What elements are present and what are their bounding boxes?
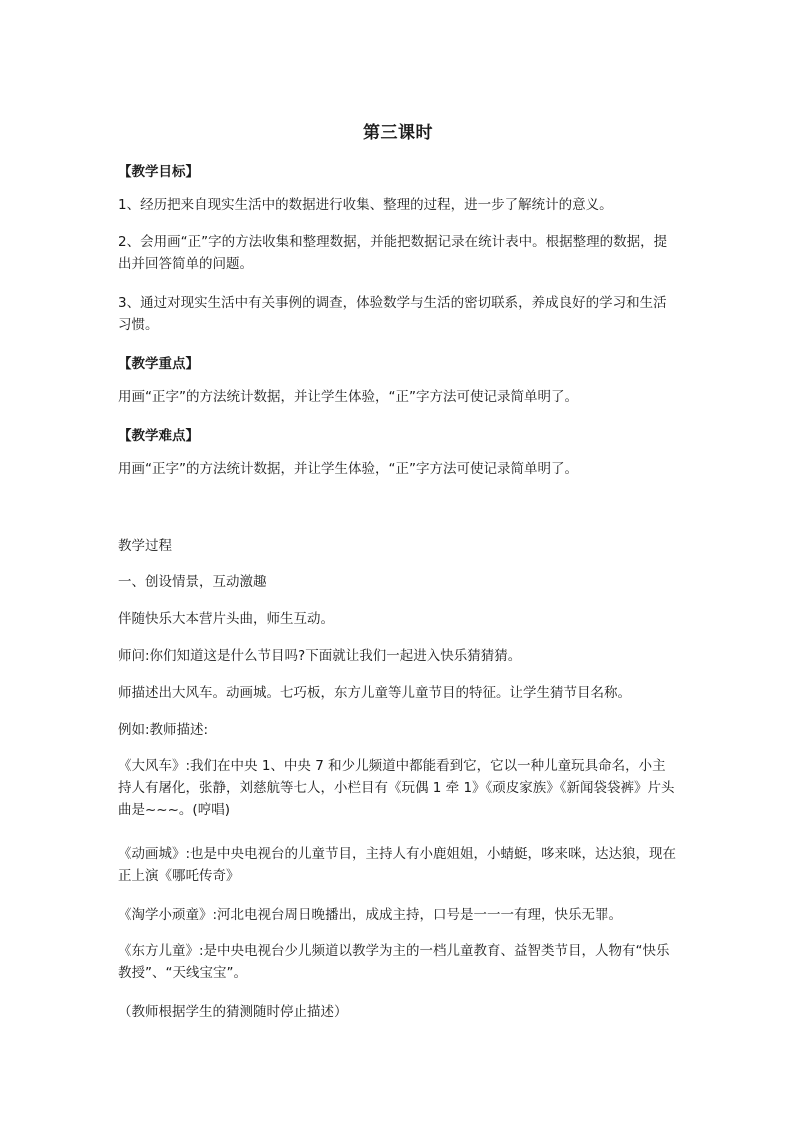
key-points-heading: 【教学重点】 — [118, 356, 199, 372]
step1-heading: 一、创设情景，互动激趣 — [118, 574, 267, 590]
process-paragraph-3: 师描述出大风车。动画城。七巧板，东方儿童等儿童节目的特征。让学生猜节目名称。 — [118, 685, 631, 701]
objective-item-2: 2、会用画“正”字的方法收集和整理数据，并能把数据记录在统计表中。根据整理的数据，提出并回答简单的问题。 — [118, 234, 668, 272]
difficulties-heading: 【教学难点】 — [118, 428, 199, 444]
process-paragraph-2: 师问:你们知道这是什么节目吗?下面就让我们一起进入快乐猜猜猜。 — [118, 648, 522, 664]
key-points-text: 用画“正字”的方法统计数据，并让学生体验，“正”字方法可使记录简单明了。 — [118, 389, 578, 405]
process-paragraph-1: 伴随快乐大本营片头曲，师生互动。 — [118, 611, 334, 627]
program-description-dongfang: 《东方儿童》:是中央电视台少儿频道以教学为主的一档儿童教育、益智类节目，人物有“快乐教授”、“天线宝宝”。 — [118, 943, 670, 981]
objectives-heading: 【教学目标】 — [118, 164, 199, 180]
objective-item-1: 1、经历把来自现实生活中的数据进行收集、整理的过程，进一步了解统计的意义。 — [118, 197, 613, 213]
program-description-donghuacheng: 《动画城》:也是中央电视台的儿童节目，主持人有小鹿姐姐，小蜻蜓，哆来咪，达达狼，现在正上演《哪吒传奇》 — [118, 846, 677, 884]
program-description-taoxue: 《淘学小顽童》:河北电视台周日晚播出，成成主持，口号是一一一有理，快乐无罪。 — [118, 907, 623, 923]
objective-item-3: 3、通过对现实生活中有关事例的调查，体验数学与生活的密切联系，养成良好的学习和生活习惯。 — [118, 295, 667, 333]
page-title: 第三课时 — [363, 123, 433, 143]
program-description-dafengche: 《大风车》:我们在中央 1、中央 7 和少儿频道中都能看到它，它以一种儿童玩具命名，小主持人有屠化，张静，刘慈航等七人，小栏目有《玩偶 1 牵 1》《顽皮家族》《新闻袋袋裤》片头曲是~~~。(哼唱) — [118, 758, 675, 818]
process-paragraph-4: 例如:教师描述: — [118, 722, 209, 738]
process-heading: 教学过程 — [118, 538, 172, 554]
teacher-note: （教师根据学生的猜测随时停止描述） — [118, 1004, 348, 1020]
difficulties-text: 用画“正字”的方法统计数据，并让学生体验，“正”字方法可使记录简单明了。 — [118, 461, 578, 477]
